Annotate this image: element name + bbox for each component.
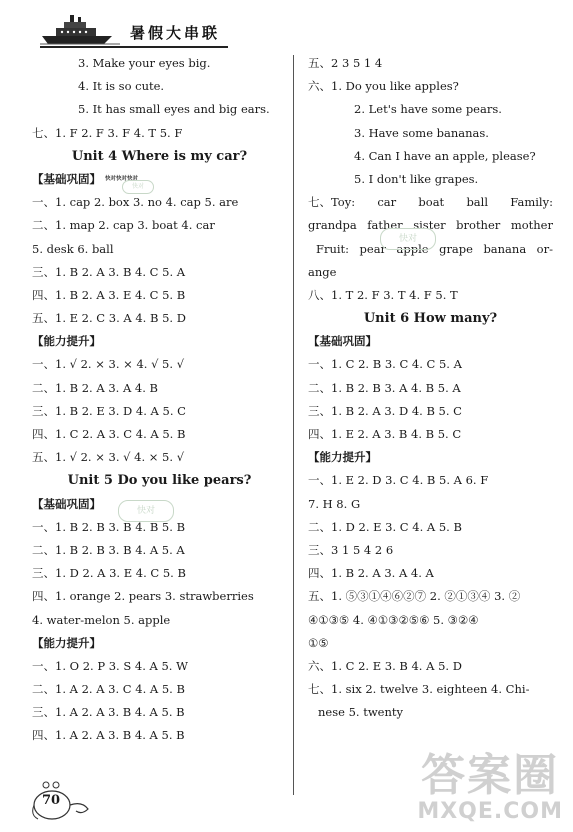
line-text: 三、1. A 2. A 3. B 4. A 5. B	[32, 705, 185, 720]
answer-line	[308, 122, 553, 145]
answer-line	[308, 469, 553, 492]
answer-line	[308, 353, 553, 376]
answer-line	[32, 423, 287, 446]
line-text: 2. Let's have some pears.	[354, 102, 502, 117]
answer-word: ball	[466, 195, 489, 210]
header-title: 暑假大串联	[130, 24, 221, 42]
line-text: 四、1. orange 2. pears 3. strawberries	[32, 589, 254, 604]
answer-line	[308, 261, 553, 284]
answer-line	[308, 539, 553, 562]
answer-word: father	[367, 218, 403, 233]
watermark-stamp: 快对	[118, 500, 174, 522]
answer-line	[32, 678, 287, 701]
unit-heading	[32, 469, 287, 492]
line-text: 七、1. six 2. twelve 3. eighteen 4. Chi-	[308, 682, 530, 697]
answer-line	[32, 724, 287, 747]
answer-line	[308, 562, 553, 585]
section-label	[308, 330, 553, 353]
line-text: Unit 4 Where is my car?	[71, 148, 248, 164]
line-text: 4. water-melon 5. apple	[32, 612, 171, 627]
answer-line	[32, 214, 287, 237]
line-text: nese 5. twenty	[318, 705, 403, 720]
line-text: Unit 6 How many?	[363, 311, 498, 327]
line-text: 二、1. D 2. E 3. C 4. A 5. B	[308, 519, 462, 534]
answer-line	[308, 145, 553, 168]
answer-word: apple	[396, 241, 429, 256]
answer-line	[308, 168, 553, 191]
section-tag: 快对快对快对	[105, 176, 139, 183]
answer-line	[32, 75, 287, 98]
line-text: 【能力提升】	[32, 635, 101, 650]
watermark-line-1: 答案圈	[421, 750, 560, 801]
left-answer-column	[32, 52, 287, 748]
line-text: 一、1. B 2. B 3. B 4. B 5. B	[32, 519, 186, 534]
answer-line	[32, 52, 287, 75]
answer-line	[308, 701, 553, 724]
answer-word: car	[377, 195, 397, 210]
line-text: 一、1. √ 2. × 3. × 4. √ 5. √	[32, 357, 185, 372]
answer-line	[308, 632, 553, 655]
answer-line	[308, 493, 553, 516]
line-text: 五、2 3 5 1 4	[308, 56, 383, 70]
line-text: 七、1. F 2. F 3. F 4. T 5. F	[32, 125, 183, 140]
watermark-stamp: 快对	[122, 180, 154, 194]
answer-line	[32, 562, 287, 585]
section-label	[32, 632, 287, 655]
right-answer-column	[308, 52, 553, 724]
page-number: 70	[42, 793, 61, 808]
answer-line	[32, 122, 287, 145]
line-text: 3. Have some bananas.	[354, 125, 489, 140]
line-text: 四、1. C 2. A 3. C 4. A 5. B	[32, 427, 186, 441]
line-text: 【基础巩固】	[32, 171, 101, 186]
line-text: 三、3 1 5 4 2 6	[308, 542, 394, 557]
page-header	[0, 0, 573, 50]
answer-line	[308, 423, 553, 446]
line-text: 二、1. A 2. A 3. C 4. A 5. B	[32, 682, 185, 697]
answer-word: grandpa	[308, 218, 357, 233]
answer-line	[32, 609, 287, 632]
line-text: 六、1. C 2. E 3. B 4. A 5. D	[308, 658, 462, 673]
answer-line	[32, 191, 287, 214]
section-label	[32, 168, 287, 191]
unit-heading	[308, 307, 553, 330]
column-divider	[293, 55, 294, 795]
answer-line	[32, 539, 287, 562]
line-text: ①⑤	[308, 635, 329, 650]
answer-line	[308, 609, 553, 632]
answer-word: or-	[536, 241, 553, 256]
answer-line	[32, 98, 287, 121]
section-label	[32, 330, 287, 353]
answer-line	[308, 400, 553, 423]
answer-line	[308, 516, 553, 539]
line-text: 五、1. ⑤③①④⑥②⑦ 2. ②①③④ 3. ②	[308, 589, 521, 604]
answer-word: Fruit:	[316, 241, 350, 256]
answer-line	[308, 678, 553, 701]
line-text: 四、1. E 2. A 3. B 4. B 5. C	[308, 427, 462, 441]
answer-word: boat	[418, 195, 445, 210]
answer-line	[32, 400, 287, 423]
line-text: 5. It has small eyes and big ears.	[78, 102, 270, 117]
answer-word: sister	[413, 218, 446, 233]
line-text: 二、1. B 2. B 3. B 4. A 5. A	[32, 542, 185, 557]
answer-line	[32, 585, 287, 608]
line-text: 【能力提升】	[308, 450, 377, 465]
line-text: 四、1. B 2. A 3. E 4. C 5. B	[32, 287, 186, 302]
answer-line	[308, 191, 553, 214]
answer-line	[32, 701, 287, 724]
answer-word: brother	[456, 218, 501, 233]
answer-line	[308, 75, 553, 98]
line-text: 八、1. T 2. F 3. T 4. F 5. T	[308, 287, 458, 302]
answer-line	[32, 238, 287, 261]
line-text: 三、1. B 2. A 3. D 4. B 5. C	[308, 403, 462, 418]
line-text: 5. I don't like grapes.	[354, 171, 479, 186]
header-rule	[40, 46, 228, 48]
line-text: 4. It is so cute.	[78, 79, 165, 94]
answer-word: 七、Toy:	[308, 195, 356, 210]
line-text: 7. H 8. G	[308, 496, 361, 511]
answer-line	[308, 52, 553, 75]
answer-line	[308, 585, 553, 608]
answer-line	[308, 98, 553, 121]
answer-word: banana	[483, 241, 527, 256]
line-text: 一、1. C 2. B 3. C 4. C 5. A	[308, 357, 462, 372]
answer-line	[308, 377, 553, 400]
line-text: Unit 5 Do you like pears?	[67, 473, 252, 489]
answer-word: mother	[510, 218, 553, 233]
answer-word: grape	[439, 241, 473, 256]
site-watermark	[417, 752, 563, 824]
line-text: 3. Make your eyes big.	[78, 56, 211, 70]
line-text: 二、1. B 2. A 3. A 4. B	[32, 380, 158, 395]
line-text: 三、1. D 2. A 3. E 4. C 5. B	[32, 566, 186, 581]
answer-line	[32, 353, 287, 376]
answer-line	[32, 446, 287, 469]
line-text: 六、1. Do you like apples?	[308, 79, 459, 94]
line-text: 五、1. E 2. C 3. A 4. B 5. D	[32, 311, 186, 326]
answer-line	[308, 284, 553, 307]
line-text: 五、1. √ 2. × 3. √ 4. × 5. √	[32, 450, 185, 465]
section-label	[308, 446, 553, 469]
ship-logo-icon	[40, 12, 120, 46]
line-text: 三、1. B 2. A 3. B 4. C 5. A	[32, 264, 186, 279]
line-text: 【基础巩固】	[32, 496, 101, 511]
watermark-line-2: MXQE.COM	[417, 799, 563, 824]
line-text: 二、1. B 2. B 3. A 4. B 5. A	[308, 380, 461, 395]
line-text: 四、1. A 2. A 3. B 4. A 5. B	[32, 728, 185, 743]
page-number-badge	[30, 775, 110, 825]
line-text: 一、1. O 2. P 3. S 4. A 5. W	[32, 658, 188, 673]
answer-line	[308, 655, 553, 678]
answer-word: Family:	[510, 195, 553, 210]
line-text: 【能力提升】	[32, 334, 101, 349]
line-text: 四、1. B 2. A 3. A 4. A	[308, 566, 434, 581]
line-text: 5. desk 6. ball	[32, 241, 114, 256]
line-text: 一、1. cap 2. box 3. no 4. cap 5. are	[32, 195, 239, 210]
unit-heading	[32, 145, 287, 168]
line-text: 二、1. map 2. cap 3. boat 4. car	[32, 218, 215, 233]
line-text: 4. Can I have an apple, please?	[354, 148, 536, 163]
watermark-stamp: 快对	[380, 228, 436, 250]
line-text: ④①③⑤ 4. ④①③②⑤⑥ 5. ③②④	[308, 612, 479, 627]
answer-line	[32, 377, 287, 400]
answer-line	[32, 655, 287, 678]
answer-line	[32, 307, 287, 330]
line-text: 三、1. B 2. E 3. D 4. A 5. C	[32, 403, 186, 418]
answer-line	[32, 284, 287, 307]
line-text: 一、1. E 2. D 3. C 4. B 5. A 6. F	[308, 473, 489, 488]
answer-word: pear	[359, 241, 387, 256]
line-text: ange	[308, 264, 337, 279]
answer-line	[32, 261, 287, 284]
line-text: 【基础巩固】	[308, 334, 377, 349]
crab-decoration-icon	[30, 775, 100, 825]
